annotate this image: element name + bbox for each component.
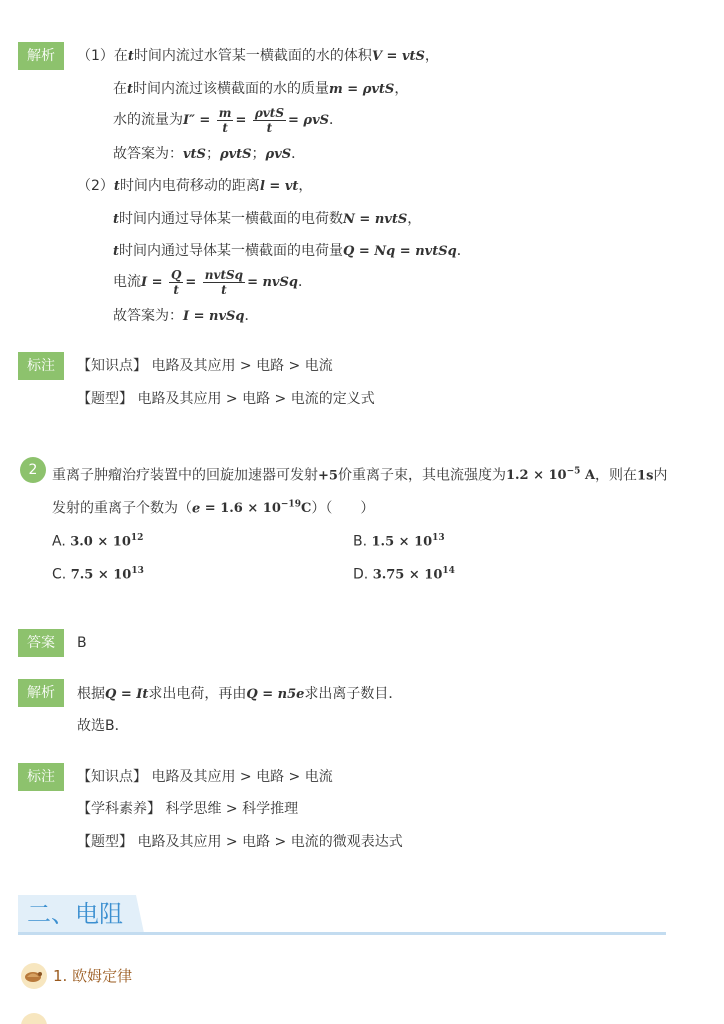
fraction: $\frac{\text{nvtSq}}{t}$ — [204, 267, 244, 297]
solution-text: 时间内流过该横截面的水的质量 — [133, 81, 330, 97]
subject-literacy-row — [77, 799, 298, 819]
solution-line-2: 在t时间内流过该横截面的水的质量m = ρvtS， — [113, 81, 409, 97]
question-number-badge: 2 — [20, 457, 46, 483]
knowledge-point-row — [77, 356, 333, 376]
stem-text: ）（ ） — [311, 500, 375, 517]
step-label: （1）在 — [77, 48, 128, 64]
field-label: 【题型】 — [77, 834, 133, 850]
stem-text: 价重离子束，其电流强度为 — [337, 467, 506, 484]
solution-text: 根据 — [77, 686, 105, 702]
solution-text: 求出离子数目． — [304, 686, 403, 702]
option-exponent: 14 — [442, 566, 455, 576]
option-b[interactable] — [353, 528, 445, 553]
stem-text: ，则在 — [595, 467, 638, 484]
section-title: 二、电阻 — [27, 900, 123, 928]
knowledge-point-icon — [19, 1012, 49, 1024]
step-label: （2） — [77, 178, 114, 194]
section-divider — [18, 932, 666, 935]
option-exponent: 13 — [432, 533, 445, 543]
solution-line-7: t时间内通过导体某一横截面的电荷量Q = Nq = nvtSq． — [113, 243, 471, 259]
fraction: $\frac{m}{t}$ — [218, 105, 232, 135]
annotation-tag: 标注 — [18, 352, 64, 380]
solution-text: 电流 — [113, 274, 141, 290]
option-value: 3.0 × 10 — [70, 534, 131, 550]
answer-value: B — [77, 635, 87, 651]
field-value: 电路及其应用 > 电路 > 电流 — [151, 769, 333, 785]
solution-text: 在 — [113, 81, 127, 97]
solution-text: 时间内流过水管某一横截面的水的体积 — [133, 48, 372, 64]
option-value: 1.5 × 10 — [371, 534, 433, 550]
solution-text: 故答案为： — [113, 146, 183, 162]
fraction: $\frac{Q}{t}$ — [170, 267, 182, 297]
solution-text: 时间内电荷移动的距离 — [119, 178, 260, 194]
field-value: 电路及其应用 > 电路 > 电流的微观表达式 — [137, 834, 403, 850]
solution-text: 故答案为： — [113, 308, 183, 324]
analysis-tag: 解析 — [18, 679, 64, 707]
solution-text: 求出电荷，再由 — [148, 686, 247, 702]
stem-text: 发射的重离子个数为（ — [52, 500, 192, 517]
question-type-row — [77, 832, 403, 852]
question-stem-line-1: 重离子肿瘤治疗装置中的回旋加速器可发射+5价重离子束，其电流强度为$1.2 \times 10^{-5}$ A，则在1s内 — [52, 467, 668, 484]
analysis-tag: 解析 — [18, 42, 64, 70]
solution-line-6: t时间内通过导体某一横截面的电荷数N = nvtS， — [113, 211, 422, 227]
field-value: 电路及其应用 > 电路 > 电流的定义式 — [137, 391, 375, 407]
answer-tag: 答案 — [18, 629, 64, 657]
option-exponent: 13 — [131, 566, 144, 576]
field-label: 【知识点】 — [77, 769, 147, 785]
field-label: 【题型】 — [77, 391, 133, 407]
option-label: A. — [52, 533, 66, 550]
field-label: 【学科素养】 — [77, 801, 161, 817]
stem-text: 内 — [653, 467, 668, 484]
solution-text: 时间内通过导体某一横截面的电荷数 — [119, 211, 344, 227]
explanation-line-2: 故选B． — [77, 718, 129, 734]
solution-line-5: （2）t时间内电荷移动的距离l = vt， — [77, 178, 313, 194]
explanation-line-1: 根据Q = It求出电荷，再由Q = n5e求出离子数目． — [77, 686, 403, 702]
option-label: C. — [52, 566, 67, 583]
knowledge-point-icon — [19, 962, 49, 990]
question-type-row — [77, 389, 375, 409]
option-label: D. — [353, 566, 369, 583]
field-value: 科学思维 > 科学推理 — [165, 801, 299, 817]
question-stem-line-2: 发射的重离子个数为$(e = 1.6 \times 10^{-19}C)$（ ） — [52, 500, 375, 517]
solution-text: 水的流量为 — [113, 112, 183, 128]
option-c[interactable] — [52, 561, 144, 586]
field-value: 电路及其应用 > 电路 > 电流 — [151, 358, 333, 374]
option-value: 7.5 × 10 — [70, 567, 132, 583]
fraction: $\frac{\text{ρvtS}}{t}$ — [254, 105, 284, 135]
knowledge-point-title[interactable]: 1. 欧姆定律 — [53, 967, 133, 985]
solution-line-4: 故答案为：vtS；ρvtS；ρvS． — [113, 146, 306, 162]
field-label: 【知识点】 — [77, 358, 147, 374]
option-value: 3.75 × 10 — [372, 567, 443, 583]
knowledge-point-row — [77, 767, 333, 787]
option-exponent: 12 — [130, 533, 144, 543]
solution-line-8: 电流I = $\frac{Q}{t}$ = $\frac{\text{nvtSq}}{t}$ = nvSq． — [113, 267, 312, 297]
stem-text: 重离子肿瘤治疗装置中的回旋加速器可发射 — [52, 467, 318, 484]
solution-text: 时间内通过导体某一横截面的电荷量 — [119, 243, 344, 259]
option-d[interactable] — [353, 561, 455, 586]
solution-line-1: （1）在t时间内流过水管某一横截面的水的体积V = vtS， — [77, 48, 439, 64]
option-label: B. — [353, 533, 368, 550]
annotation-tag: 标注 — [18, 763, 64, 791]
solution-line-3: 水的流量为I″ = $\frac{m}{t}$ = $\frac{\text{ρvtS}}{t}$ = ρvS． — [113, 105, 344, 135]
option-a[interactable] — [52, 528, 143, 553]
solution-line-9: 故答案为：I = nvSq． — [113, 308, 259, 324]
